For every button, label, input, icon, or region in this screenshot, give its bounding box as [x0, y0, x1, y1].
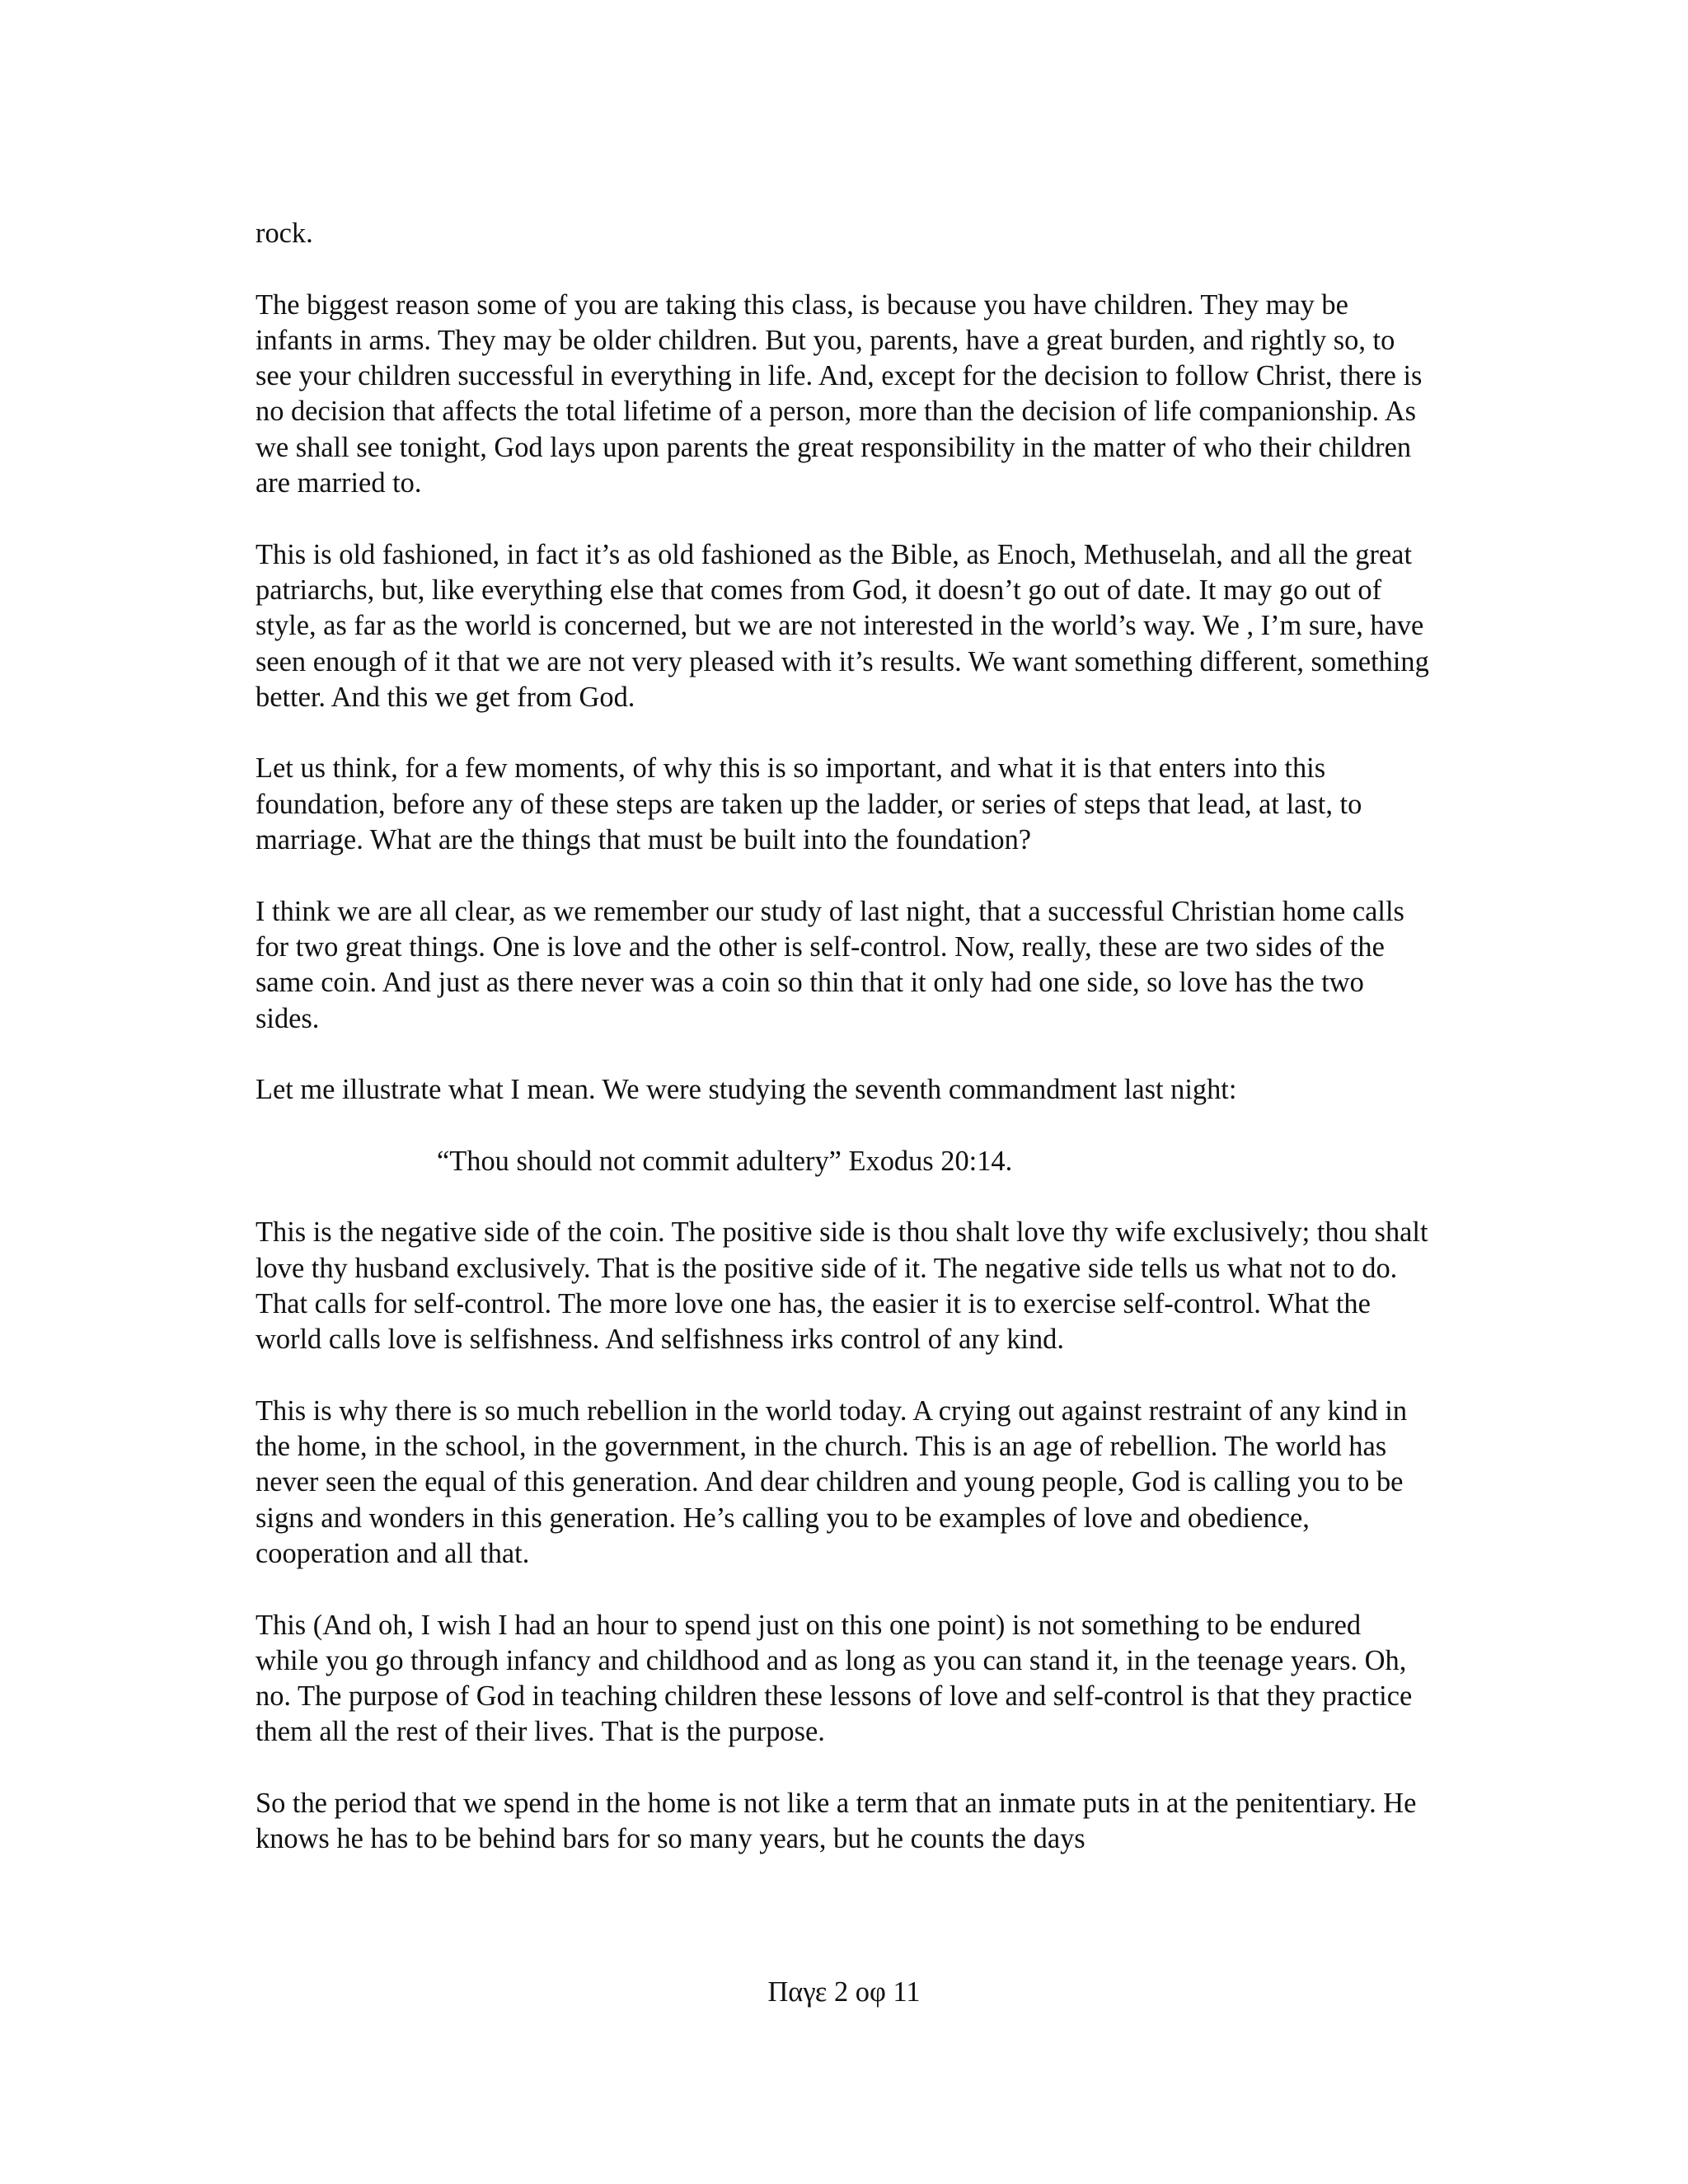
paragraph-1: rock. — [256, 218, 313, 249]
paragraph-2: The biggest reason some of you are taking this class, is because you have children. They may be infants in arms. They may be older children. But you, parents, have a great burden, and rightly so, to see your children successful in everything in life. And, except for the decision to follow Christ, there is no decision that affects the total lifetime of a person, more than the decision of life companionship. As we shall see tonight, God lays upon parents the great responsibility in the matter of who their children are married to. — [256, 288, 1423, 499]
paragraph-10: So the period that we spend in the home is not like a term that an inmate puts in at the penitentiary. He knows he has to be behind bars for so many years, but he counts the days — [256, 1788, 1417, 1855]
paragraph-3: This is old fashioned, in fact it’s as old fashioned as the Bible, as Enoch, Methuselah, and all the great patriarchs, but, like everything else that comes from God, it doesn’t go out of date. It may go out of style, as far as the world is concerned, but we are not interested in the world’s way. We , I’m sure, have seen enough of it that we are not very pleased with it’s results. We want something different, something better. And this we get from God. — [256, 538, 1429, 713]
paragraph-7: This is the negative side of the coin. The positive side is thou shalt love thy wife exclusively; thou shalt love thy husband exclusively. That is the positive side of it. The negative side tells us what not to do. That calls for self-control. The more love one has, the easier it is to exercise self-control. What the world calls love is selfishness. And selfishness irks control of any kind. — [256, 1216, 1428, 1356]
paragraph-9: This (And oh, I wish I had an hour to spend just on this one point) is not something to be endured while you go through infancy and childhood and as long as you can stand it, in the teenage years. Oh, no. The purpose of God in teaching children these lessons of love and self-control is that they practice them all the rest of their lives. That is the purpose. — [256, 1609, 1413, 1748]
scripture-quote: “Thou should not commit adultery” Exodus 20:14. — [437, 1145, 1013, 1177]
paragraph-5: I think we are all clear, as we remember our study of last night, that a successful Christian home calls for two great things. One is love and the other is self-control. Now, really, these are two sides of the same coin. And just as there never was a coin so thin that it only had one side, so love has the two sides. — [256, 895, 1404, 1034]
page-number-footer: Παγε 2 οφ 11 — [767, 1976, 921, 2008]
paragraph-6: Let me illustrate what I mean. We were studying the seventh commandment last night: — [256, 1074, 1237, 1106]
paragraph-8: This is why there is so much rebellion in the world today. A crying out against restraint of any kind in the home, in the school, in the government, in the church. This is an age of rebellion. The world has never seen the equal of this generation. And dear children and young people, God is calling you to be signs and wonders in this generation. He’s calling you to be examples of love and obedience, cooperation and all that. — [256, 1394, 1408, 1569]
body-text — [256, 216, 1430, 1893]
paragraph-4: Let us think, for a few moments, of why this is so important, and what it is that enters into this foundation, before any of these steps are taken up the ladder, or series of steps that lead, at last, to marriage. What are the things that must be built into the foundation? — [256, 752, 1362, 856]
